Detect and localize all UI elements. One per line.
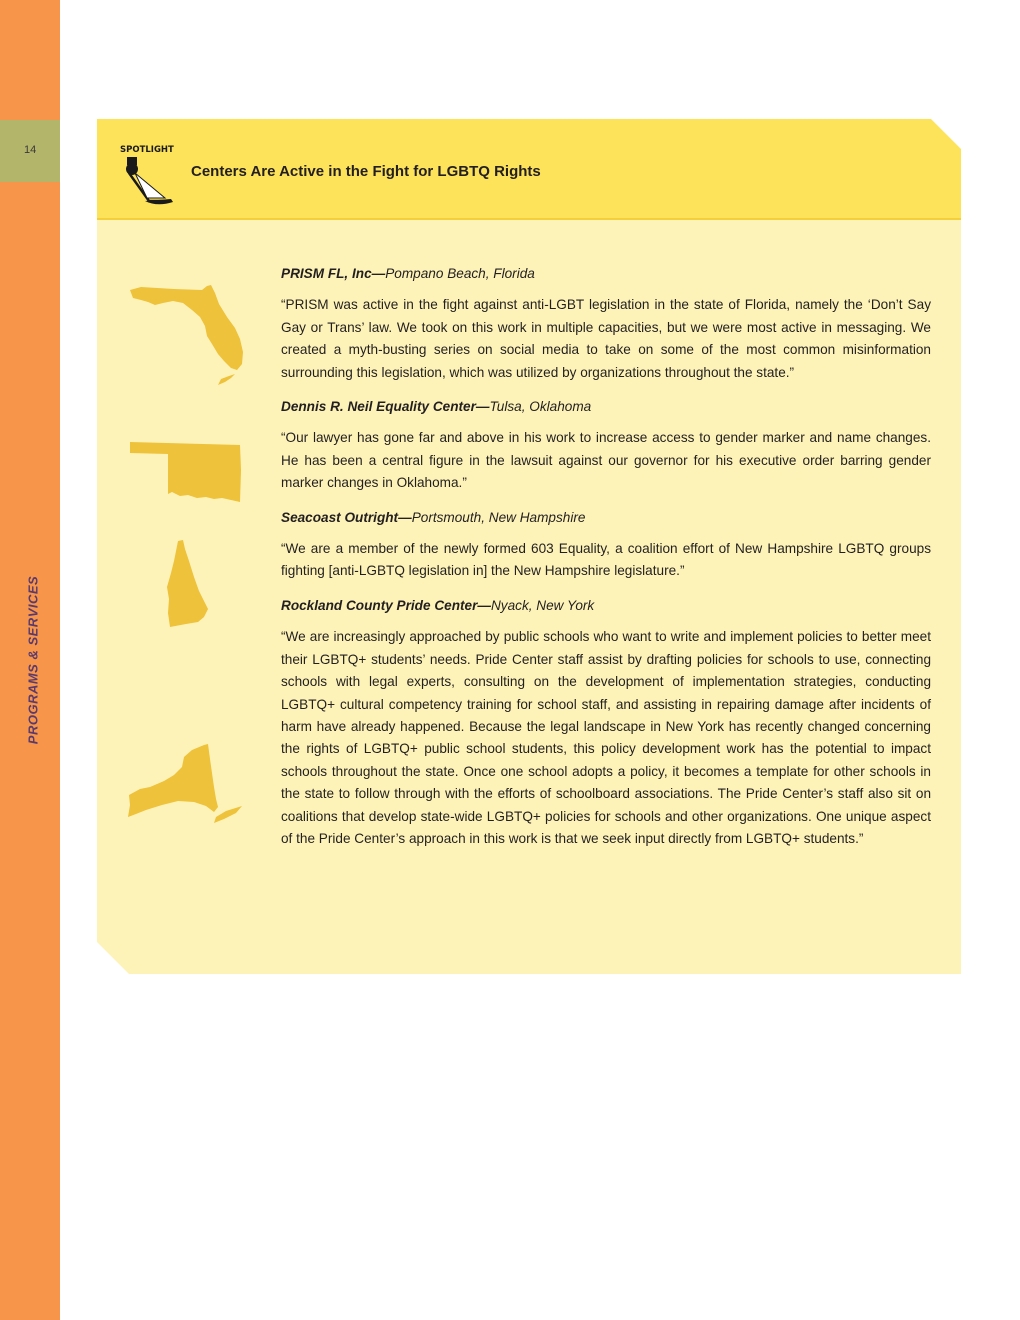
org-location: Tulsa, Oklahoma [489,399,592,415]
entry-heading [281,396,931,418]
entry-quote: “PRISM was active in the fight against anti-LGBT legislation in the state of Florida, namely the ‘Don’t Say Gay or Trans’ law. We took on this work in multiple capacities, but we were most active in messaging. We created a myth-busting series on social media to take on some of the most common misinformation surrounding this legislation, which was utilized by organizations throughout the state.” [281,297,931,380]
oklahoma-map [130,442,242,504]
separator: — [371,266,386,281]
org-name: Dennis R. Neil Equality Center [281,399,476,415]
entry-heading [281,595,931,617]
entry-quote: “We are increasingly approached by public schools who want to write and implement policies to better meet their LGBTQ+ students’ needs. Pride Center staff assist by drafting policies for schools to use, connecting schools with legal experts, consulting on the development of implementation strategies, conducting LGBTQ+ cultural competency training for school staff, and assisting in repairing damage after incidents of harm have already happened. Because the legal landscape in New York has recently changed concerning the rights of LGBTQ+ public school students, this policy development work has the potential to impact schools throughout the state. Once one school adopts a policy, it becomes a template for other schools in the state to follow through with the efforts of schoolboard associations. The Pride Center’s staff also sit on coalitions that develop state-wide LGBTQ+ policies for schools and other organizations. One unique aspect of the Pride Center’s approach in this work is that we seek input directly from LGBTQ+ students.” [281,629,931,846]
page-number: 14 [24,144,37,156]
separator: — [477,597,491,613]
separator: — [475,399,490,415]
spotlight-lamp-icon [119,141,177,207]
entry-heading [281,263,931,285]
org-name: Rockland County Pride Center [281,597,478,613]
spotlight-label: SPOTLIGHT [120,145,174,155]
org-location: Nyack, New York [490,597,595,613]
section-label: PROGRAMS & SERVICES [25,575,41,745]
new-hampshire-map [164,539,210,629]
org-name: PRISM FL, Inc [281,266,372,281]
entry-heading [281,507,931,529]
org-location: Pompano Beach, Florida [385,266,535,281]
org-name: Seacoast Outright [281,509,399,525]
entry-quote: “Our lawyer has gone far and above in his work to increase access to gender marker and name changes. He has been a central figure in the lawsuit against our governor for his executive order barring gender marker changes in Oklahoma.” [281,430,931,491]
new-york-map [126,743,244,829]
spotlight-card [97,119,961,974]
card-title: Centers Are Active in the Fight for LGBTQ Rights [191,163,541,180]
spotlight-content [281,263,931,862]
florida-map [129,284,245,386]
org-location: Portsmouth, New Hampshire [411,509,586,525]
separator: — [398,509,412,525]
entry-quote: “We are a member of the newly formed 603 Equality, a coalition effort of New Hampshire LGBTQ groups fighting [anti-LGBTQ legislation in] the New Hampshire legislature.” [281,541,931,579]
